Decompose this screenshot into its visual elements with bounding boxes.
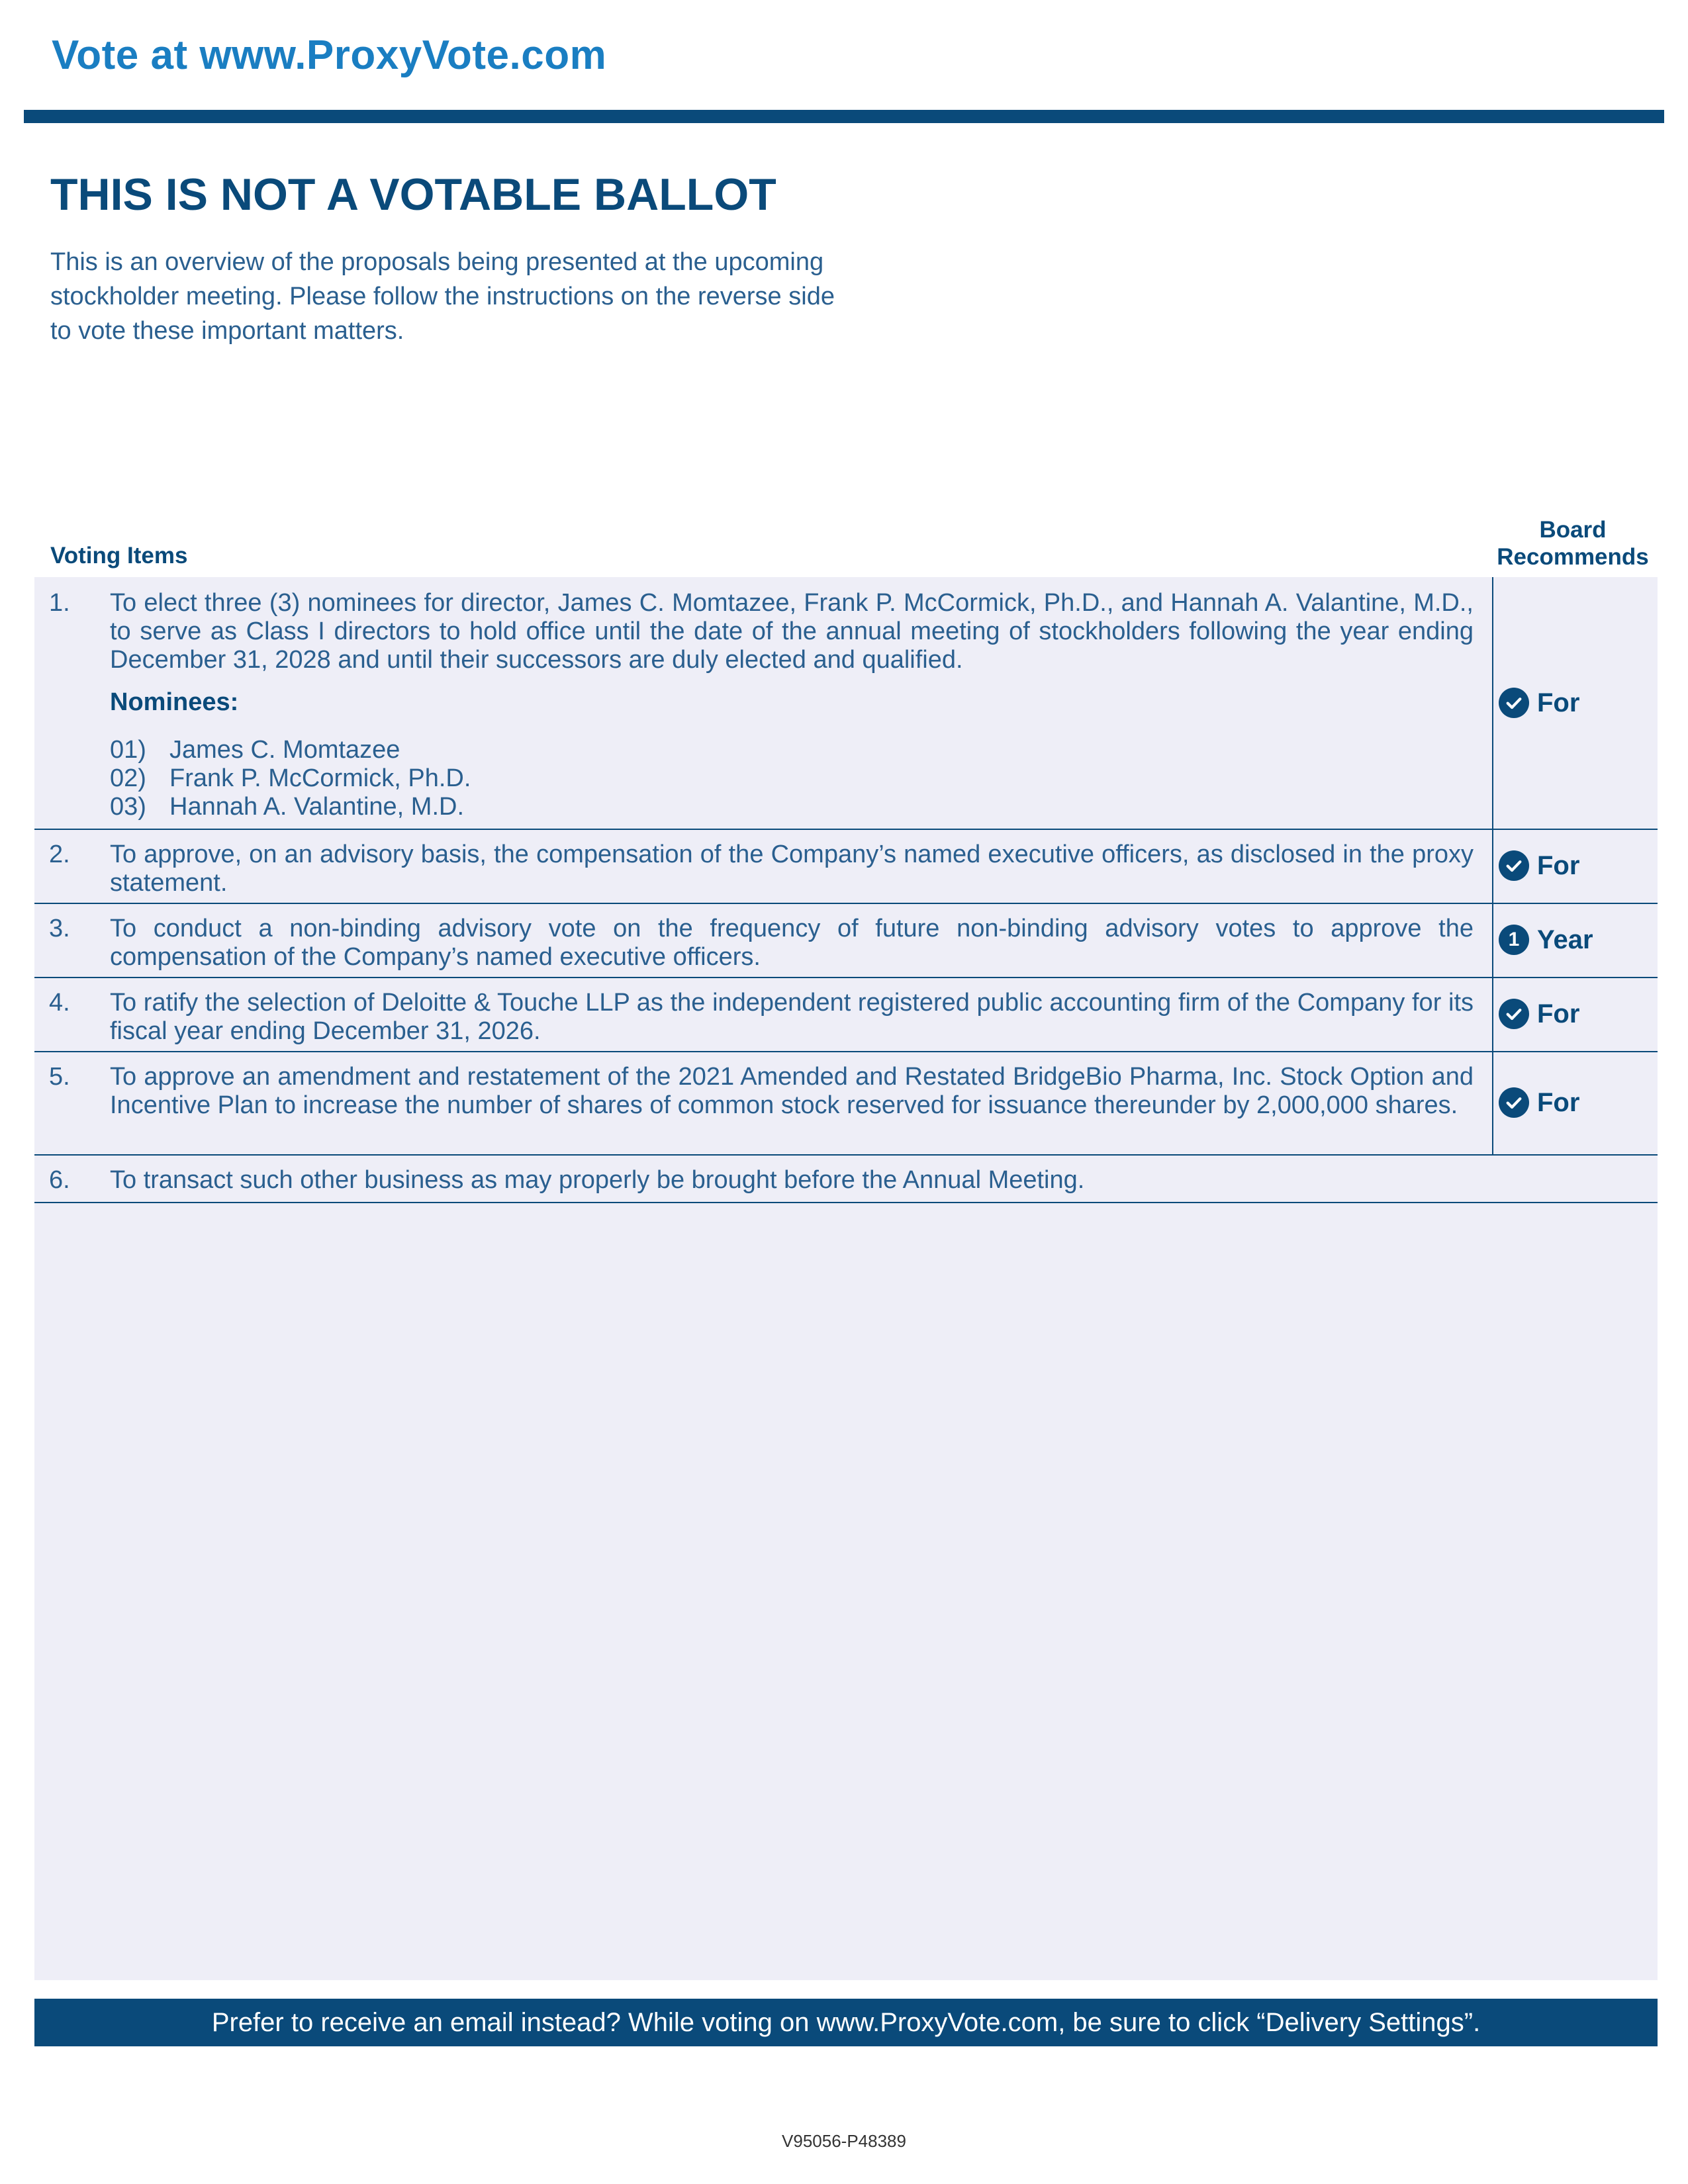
delivery-settings-banner: Prefer to receive an email instead? While voting on www.ProxyVote.com, be sure to click “Delivery Settings”. (34, 1999, 1658, 2046)
item-text: To transact such other business as may properly be brought before the Annual Meeting. (110, 1166, 1085, 1194)
item-text: To ratify the selection of Deloitte & Touche LLP as the independent registered public accounting firm of the Company for its fiscal year ending December 31, 2026. (110, 989, 1474, 1045)
board-recommendation (1492, 977, 1659, 1051)
intro-text: This is an overview of the proposals being presented at the upcoming stockholder meeting. Please follow the instructions on the reverse side to vote these important matters. (50, 248, 835, 345)
header-divider (24, 110, 1664, 123)
item-number: 3. (49, 915, 70, 942)
board-recommendation (1492, 903, 1659, 977)
voting-item-5 (34, 1051, 1658, 1156)
voting-item-6 (34, 1154, 1658, 1203)
nominees-label: Nominees: (110, 688, 239, 716)
board-recommends-header (1481, 516, 1664, 570)
check-circle-icon (1499, 1087, 1529, 1118)
recommendation-label: For (1537, 1087, 1580, 1117)
number-one-circle-icon: 1 (1499, 925, 1529, 955)
board-recommendation (1492, 577, 1659, 829)
check-circle-icon (1499, 688, 1529, 718)
nominee-list (110, 736, 471, 821)
recommendation-label: For (1537, 688, 1580, 717)
nominee-item: 02) Frank P. McCormick, Ph.D. (110, 764, 471, 792)
board-header-line1: Board (1539, 517, 1607, 543)
recommendation-label: Year (1537, 925, 1593, 954)
item-number: 1. (49, 589, 70, 617)
item-number: 5. (49, 1063, 70, 1091)
proxyvote-header-link[interactable]: Vote at www.ProxyVote.com (52, 32, 607, 78)
item-number: 4. (49, 989, 70, 1017)
nominee-item: 03) Hannah A. Valantine, M.D. (110, 793, 464, 821)
item-number: 2. (49, 841, 70, 868)
voting-item-3 (34, 903, 1658, 978)
item-text: To approve, on an advisory basis, the compensation of the Company’s named executive officers, as disclosed in the proxy statement. (110, 841, 1474, 897)
check-circle-icon (1499, 999, 1529, 1029)
recommendation-label: For (1537, 999, 1580, 1028)
check-circle-icon (1499, 850, 1529, 881)
voting-item-1 (34, 577, 1658, 830)
voting-item-4 (34, 977, 1658, 1052)
item-text: To conduct a non-binding advisory vote on the frequency of future non-binding advisory votes to approve the compensation of the Company’s named executive officers. (110, 915, 1474, 971)
item-number: 6. (49, 1166, 70, 1194)
board-recommendation (1492, 1051, 1659, 1154)
board-recommendation (1492, 829, 1659, 903)
board-header-line2: Recommends (1497, 544, 1649, 570)
nominee-item: 01) James C. Momtazee (110, 736, 400, 764)
voting-items-header: Voting Items (50, 543, 188, 569)
item-text: To elect three (3) nominees for director, James C. Momtazee, Frank P. McCormick, Ph.D., and Hannah A. Valantine, M.D., to serve as Class I directors to hold office until the date of the annual meeting of stockholders following the year ending December 31, 2028 and until their successors are duly elected and qualified. (110, 589, 1474, 674)
item-text: To approve an amendment and restatement of the 2021 Amended and Restated BridgeBio Pharma, Inc. Stock Option and Incentive Plan to increase the number of shares of common stock reserved for issuance thereunder by 2,000,000 shares. (110, 1063, 1474, 1119)
recommendation-label: For (1537, 850, 1580, 880)
voting-item-2 (34, 829, 1658, 904)
page-title: THIS IS NOT A VOTABLE BALLOT (50, 169, 776, 220)
document-code: V95056-P48389 (782, 2131, 906, 2151)
